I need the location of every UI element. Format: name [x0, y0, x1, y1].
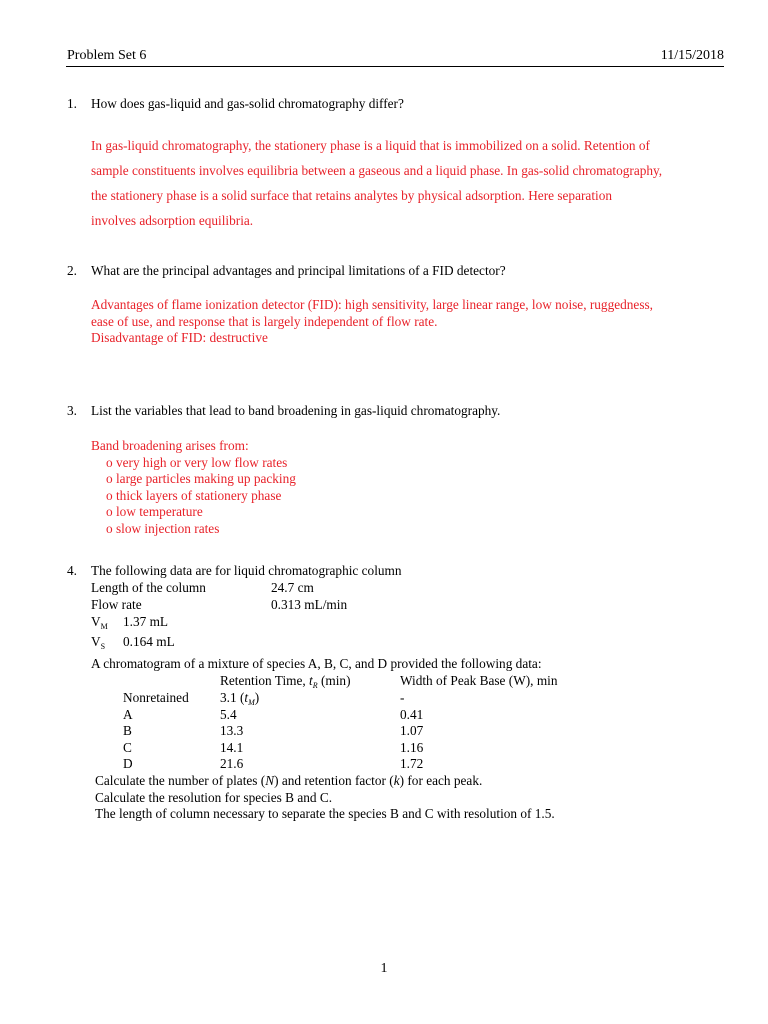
q4-question: The following data are for liquid chromatographic column — [91, 563, 402, 578]
row-retention: 13.3 — [220, 723, 244, 738]
column-length-value: 24.7 cm — [271, 580, 314, 595]
q2-answer-line: ease of use, and response that is largely independent of flow rate. — [91, 314, 438, 329]
q3-bullet: o slow injection rates — [106, 521, 220, 536]
row-width: 1.16 — [400, 740, 424, 755]
row-width: 0.41 — [400, 707, 424, 722]
q1-number: 1. — [67, 96, 77, 111]
q1-answer-line: sample constituents involves equilibria between a gaseous and a liquid phase. In gas-solid chromatography, — [91, 163, 663, 178]
vm-label: $V_M$ — [91, 614, 108, 631]
q3-question: List the variables that lead to band broadening in gas-liquid chromatography. — [91, 403, 501, 418]
row-label: C — [123, 740, 132, 755]
q1-question: How does gas-liquid and gas-solid chromatography differ? — [91, 96, 404, 111]
row-retention: 14.1 — [220, 740, 244, 755]
column-length-label: Length of the column — [91, 580, 206, 595]
row-width: - — [400, 690, 405, 705]
q1-answer-line: the stationery phase is a solid surface that retains analytes by physical adsorption. Here separation — [91, 188, 613, 203]
q4-number: 4. — [67, 563, 77, 578]
flow-rate-label: Flow rate — [91, 597, 142, 612]
col-header-width: Width of Peak Base (W), min — [400, 673, 558, 688]
q2-answer-line: Advantages of flame ionization detector (FID): high sensitivity, large linear range, low noise, ruggedness, — [91, 297, 654, 312]
page-number: 1 — [380, 961, 388, 976]
task-column-length: The length of column necessary to separate the species B and C with resolution of 1.5. — [95, 806, 555, 821]
row-label: B — [123, 723, 132, 738]
q1-answer-line: In gas-liquid chromatography, the stationery phase is a liquid that is immobilized on a solid. Retention of — [91, 138, 650, 153]
header-title: Problem Set 6 — [67, 48, 147, 63]
row-label: A — [123, 707, 133, 722]
row-retention: 3.1 $(t_M)$ — [220, 690, 260, 707]
q3-bullet: o very high or very low flow rates — [106, 455, 288, 470]
vm-value: 1.37 mL — [123, 614, 169, 629]
q2-answer-line: Disadvantage of FID: destructive — [91, 330, 268, 345]
task-plates-retention: Calculate the number of plates (N) and retention factor (k) for each peak. — [95, 773, 483, 788]
q2-number: 2. — [67, 263, 77, 278]
vs-value: 0.164 mL — [123, 634, 175, 649]
row-retention: 21.6 — [220, 756, 244, 771]
q3-answer-intro: Band broadening arises from: — [91, 438, 249, 453]
q2-question: What are the principal advantages and principal limitations of a FID detector? — [91, 263, 506, 278]
header-date: 11/15/2018 — [660, 48, 724, 63]
row-label: Nonretained — [123, 690, 189, 705]
page-header — [66, 48, 724, 67]
row-width: 1.72 — [400, 756, 424, 771]
row-width: 1.07 — [400, 723, 424, 738]
q3-bullet: o large particles making up packing — [106, 471, 296, 486]
q3-number: 3. — [67, 403, 77, 418]
chromatogram-intro: A chromatogram of a mixture of species A, B, C, and D provided the following data: — [91, 656, 542, 671]
vs-label: $V_S$ — [91, 634, 106, 651]
flow-rate-value: 0.313 mL/min — [271, 597, 348, 612]
q1-answer-line: involves adsorption equilibria. — [91, 213, 254, 228]
col-header-retention: Retention Time, $t_R$ (min) — [220, 673, 351, 690]
row-label: D — [123, 756, 133, 771]
task-resolution: Calculate the resolution for species B and C. — [95, 790, 333, 805]
row-retention: 5.4 — [220, 707, 237, 722]
q3-bullet: o thick layers of stationery phase — [106, 488, 282, 503]
q3-bullet: o low temperature — [106, 504, 203, 519]
